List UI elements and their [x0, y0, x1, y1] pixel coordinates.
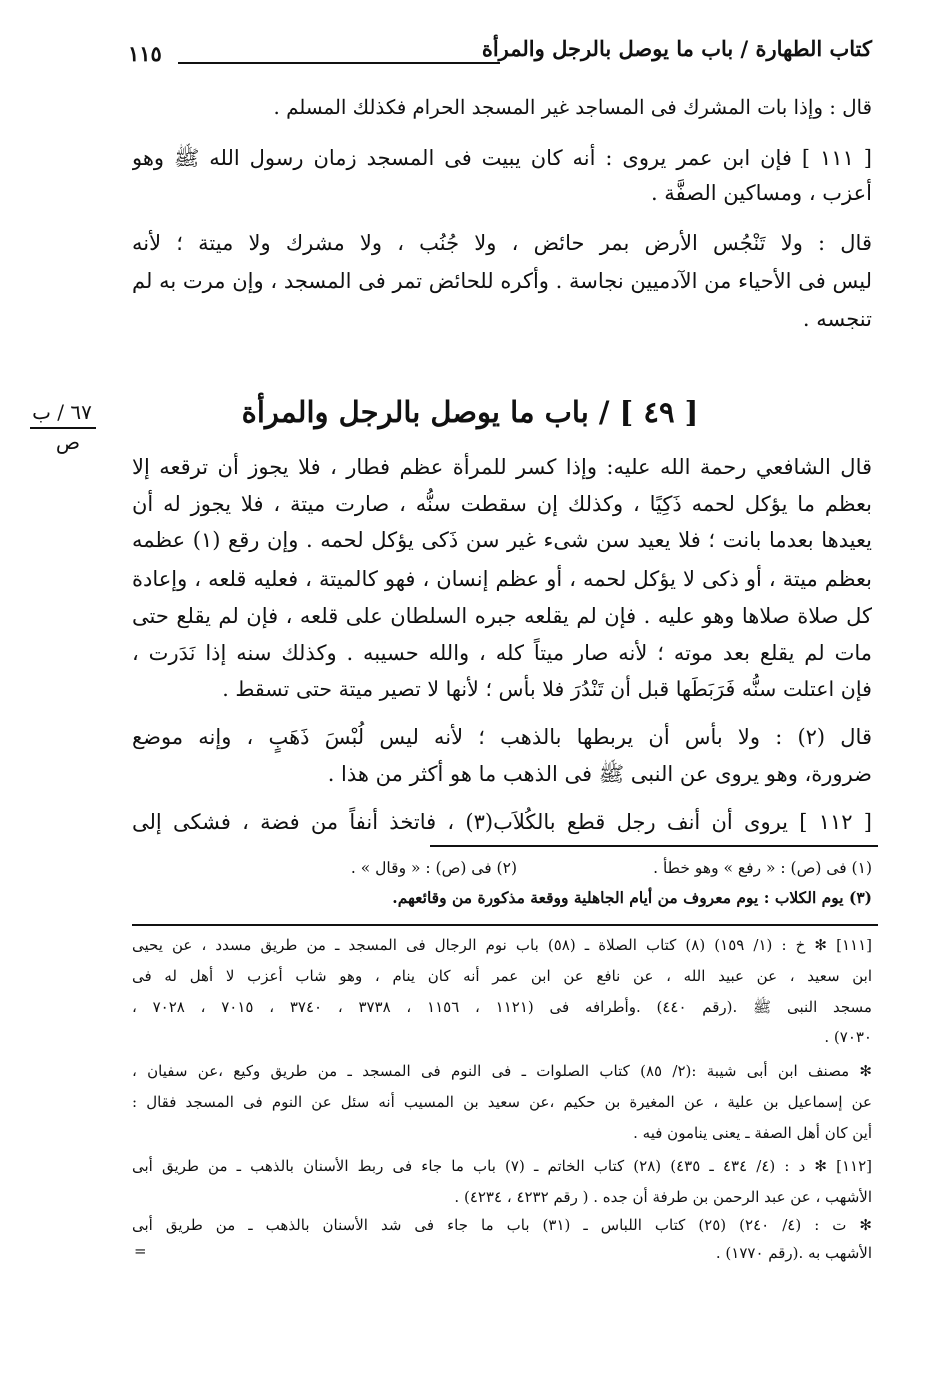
end-mark: =	[134, 1242, 147, 1260]
body-line: ليس فى الأحياء من الآدميين نجاسة . وأكره للحائض تمر فى المسجد ، وإن مرت به لم	[132, 269, 872, 293]
page-number: ١١٥	[128, 41, 162, 66]
takhrij-line: عن إسماعيل بن علية ، عن المغيرة بن حكيم ،عن سعيد بن المسيب أنه سئل عن النوم فى المسجد فقال :	[132, 1093, 872, 1111]
takhrij-line: ٧٠٣٠) .	[824, 1028, 872, 1046]
footnote-1: (١) فى (ص) : « رفع » وهو خطأ .	[653, 859, 872, 877]
takhrij-line: ✻ ت : (٤/ ٢٤٠) (٢٥) كتاب اللباس ـ (٣١) باب ما جاء فى شد الأسنان بالذهب ـ من طريق أبى	[132, 1216, 872, 1234]
running-title: كتاب الطهارة / باب ما يوصل بالرجل والمرأة	[481, 36, 872, 61]
chapter-title: [ ٤٩ ] / باب ما يوصل بالرجل والمرأة	[241, 395, 699, 429]
takhrij-line: مسجد النبى ﷺ .(رقم ٤٤٠) .وأطرافه فى (١١٢١ ، ١١٥٦ ، ٣٧٣٨ ، ٣٧٤٠ ، ٧٠١٥ ، ٧٠٢٨ ،	[132, 998, 872, 1016]
body-line: يعيدها بعدما بانت ؛ فلا يعيد سن شىء غير سن ذَكى يؤكل لحمه . وإن رقع (١) عظمه	[132, 528, 872, 552]
body-line: تنجسه .	[802, 307, 872, 331]
body-line: ضرورة، وهو يروى عن النبى ﷺ فى الذهب ما هو أكثر من هذا .	[327, 762, 872, 786]
footnote-2: (٢) فى (ص) : « وقال » .	[350, 859, 517, 877]
header-rule	[178, 62, 500, 64]
margin-ref-folio: ٦٧ / ب	[32, 400, 92, 424]
body-line: مات لم يقلع بعد موته ؛ لأنه صار ميتاً كله ، والله حسيبه . وكذلك سنه إذا نَدَرت ،	[132, 641, 872, 665]
body-line: فإن اعتلت سنُّه فَرَبَطَها قبل أن تَنْدُرَ فلا بأس ؛ لأنها لا تصير ميتة حتى تسقط .	[222, 677, 872, 701]
takhrij-line: ابن سعيد ، عن عبيد الله ، عن نافع عن ابن عمر أنه كان ينام ، وهو شاب أعزب لا أهل له فى	[132, 967, 872, 985]
body-line: [ ١١٢ ] يروى أن أنف رجل قطع بالكُلاَب(٣) ، فاتخذ أنفاً من فضة ، فشكى إلى	[132, 810, 872, 834]
footnote-rule	[430, 845, 878, 847]
footnote-3: (٣) يوم الكلاب : يوم معروف من أيام الجاهلية ووقعة مذكورة من وقائعهم.	[392, 888, 872, 907]
margin-ref-rule	[30, 427, 96, 429]
body-line: قال : وإذا بات المشرك فى المساجد غير المسجد الحرام فكذلك المسلم .	[273, 96, 872, 119]
takhrij-line: [١١٢] ✻ د : (٤/ ٤٣٤ ـ ٤٣٥) (٢٨) كتاب الخاتم ـ (٧) باب ما جاء فى ربط الأسنان بالذهب ـ من طريق أبى	[132, 1157, 872, 1175]
body-line: بعظم ما يؤكل لحمه ذَكِيًا ، وكذلك إن سقطت سنُّه ، صارت ميتة ، فلا يجوز له أن	[132, 492, 872, 516]
margin-ref-siglum: ص	[55, 430, 81, 454]
takhrij-rule	[132, 924, 878, 926]
takhrij-line: الأشهب به .(رقم ١٧٧٠) .	[715, 1244, 872, 1262]
body-line: [ ١١١ ] فإن ابن عمر يروى : أنه كان يبيت فى المسجد زمان رسول الله ﷺ وهو	[132, 146, 872, 170]
body-line: بعظم ميتة ، أو ذكى لا يؤكل لحمه ، أو عظم إنسان ، فهو كالميتة ، فعليه قلعه ، وإعادة	[132, 567, 872, 591]
body-line: قال الشافعي رحمة الله عليه: وإذا كسر للمرأة عظم فطار ، فلا يجوز أن ترقعه إلا	[132, 455, 872, 479]
body-line: أعزب ، ومساكين الصفَّة .	[650, 181, 872, 205]
body-line: قال (٢) : ولا بأس أن يربطها بالذهب ؛ لأنه ليس لُبْسَ ذَهَبٍ ، وإنه موضع	[132, 725, 872, 749]
takhrij-line: ✻ مصنف ابن أبى شيبة :(٢/ ٨٥) كتاب الصلوات ـ فى النوم فى المسجد ـ من طريق وكيع ،عن سفيان ،	[132, 1062, 872, 1080]
body-line: كل صلاة صلاها وهو عليه . فإن لم يقلعه جبره السلطان على قلعه ، فإن لم يقلع حتى	[132, 604, 872, 628]
takhrij-line: أين كان أهل الصفة ـ يعنى ينامون فيه .	[633, 1124, 872, 1142]
takhrij-line: الأشهب ، عن عبد الرحمن بن طرفة أن جده . ( رقم ٤٢٣٢ ، ٤٢٣٤) .	[454, 1188, 872, 1206]
body-line: قال : ولا تَنْجُس الأرض بمر حائض ، ولا جُنُب ، ولا مشرك ولا ميتة ؛ لأنه	[132, 231, 872, 255]
takhrij-line: [١١١] ✻ خ : (١/ ١٥٩) (٨) كتاب الصلاة ـ (٥٨) باب نوم الرجال فى المسجد ـ من طريق مسدد ، عن يحيى	[132, 936, 872, 954]
